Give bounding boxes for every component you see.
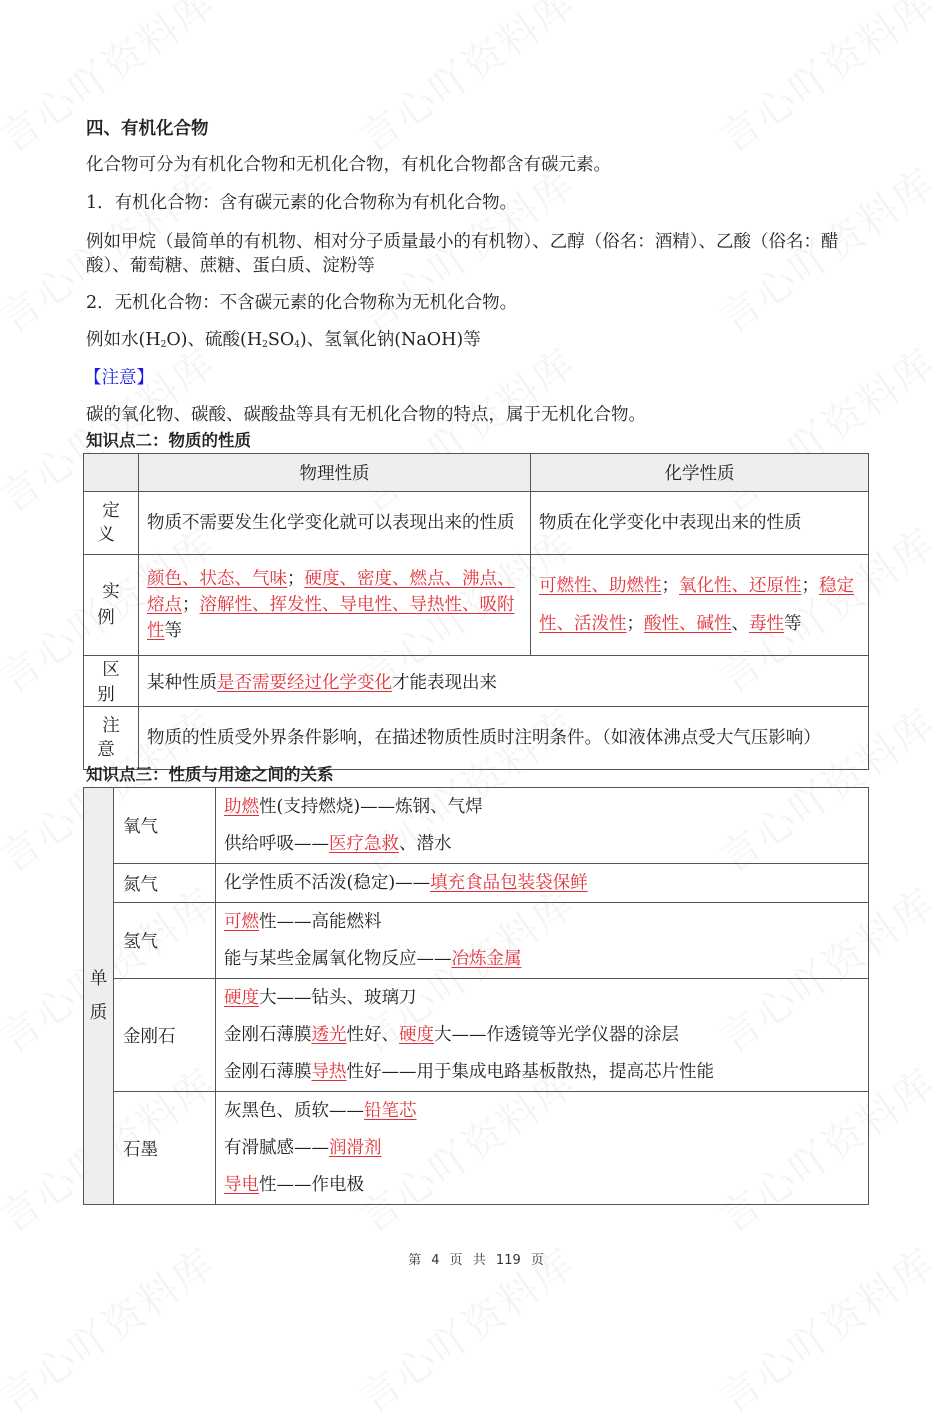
text-fragment: 才能表现出来 [392,672,497,693]
inorganic-examples [86,328,876,357]
highlight-text: 助燃 [224,796,259,817]
use-line [224,1167,860,1204]
text-fragment: 有滑腻感—— [224,1137,329,1158]
row-label-note: 注意 [84,707,139,770]
knowledge-point-3-title: 知识点三：性质与用途之间的关系 [86,765,334,784]
organic-examples: 例如甲烷（最简单的有机物、相对分子质量最小的有机物）、乙醇（俗名：酒精）、乙酸（俗名：醋酸）、葡萄糖、蔗糖、蛋白质、淀粉等 [86,232,839,276]
use-line [224,826,860,863]
highlight-text: 导电 [224,1174,259,1195]
table-row [84,903,869,979]
use-line [224,865,860,902]
header-blank [84,454,139,492]
text-fragment: ； [626,614,644,634]
highlight-text: 导热 [311,1061,347,1082]
highlight-text: 透光 [311,1024,347,1045]
highlight-text: 毒性 [749,614,784,634]
highlight-text: 填充食品包装袋保鲜 [430,872,588,893]
use-line [224,1017,860,1054]
text-fragment: O)、硫酸(H [166,330,263,350]
organic-definition: 1．有机化合物：含有碳元素的化合物称为有机化合物。 [86,193,518,213]
text-fragment: ； [801,576,819,596]
text-fragment: 性——作电极 [259,1174,364,1195]
note-cell: 物质的性质受外界条件影响，在描述物质性质时注明条件。（如液体沸点受大气压影响） [139,707,869,770]
table-row [84,979,869,1092]
text-fragment: ； [182,595,200,615]
highlight-text: 可燃性、助燃性 [539,576,662,596]
substance-uses [216,979,869,1092]
highlight-text: 可燃 [224,911,259,932]
examples-chemical [531,555,869,656]
subscript: 4 [294,340,300,350]
category-cell [84,788,114,1205]
use-line [224,1054,860,1091]
substance-name: 金刚石 [114,979,216,1092]
definition-physical: 物质不需要发生化学变化就可以表现出来的性质 [139,492,531,555]
subscript: 2 [160,340,167,350]
use-line [224,1093,860,1130]
use-line [224,941,860,978]
highlight-text: 铅笔芯 [364,1100,417,1121]
text-fragment: 性好——用于集成电路基板散热，提高芯片性能 [346,1061,714,1082]
header-physical: 物理性质 [139,454,531,492]
use-line [224,980,860,1017]
knowledge-point-2-title: 知识点二：物质的性质 [86,431,251,450]
text-fragment: 性好、 [346,1024,399,1045]
use-line [224,1130,860,1167]
highlight-text: 溶解性、挥发性、导电性、导热性、吸附性 [147,595,515,641]
row-label-definition: 定义 [84,492,139,555]
substance-name: 氧气 [114,788,216,864]
section-intro: 化合物可分为有机化合物和无机化合物，有机化合物都含有碳元素。 [86,155,611,175]
text-fragment: 供给呼吸—— [224,833,329,854]
text-fragment: 、 [731,614,749,634]
highlight-text: 冶炼金属 [451,948,522,969]
page-footer: 第 4 页 共 119 页 [408,1253,544,1268]
row-label-examples: 实例 [84,555,139,656]
text-fragment: 等 [784,614,802,634]
table-header-row [84,454,869,492]
highlight-text: 稳定性、活泼性 [539,576,854,634]
substance-uses [216,864,869,903]
highlight-text: 酸性、碱性 [644,614,732,634]
text-fragment: 灰黑色、质软—— [224,1100,364,1121]
text-fragment: 性(支持燃烧)——炼钢、气焊 [259,796,483,817]
text-fragment: SO [267,330,295,350]
row-label-difference: 区别 [84,656,139,707]
text-fragment: 性——高能燃料 [259,911,382,932]
section-title: 四、有机化合物 [86,119,209,139]
table-row [84,492,869,555]
table-row [84,707,869,770]
table-row [84,1092,869,1205]
text-fragment: 等 [164,621,182,641]
definition-chemical: 物质在化学变化中表现出来的性质 [531,492,869,555]
table-row [84,788,869,864]
category-char: 单 [89,969,108,989]
text-fragment: )、氢氧化钠(NaOH)等 [299,330,481,350]
highlight-text: 氧化性、还原性 [679,576,802,596]
highlight-text: 颜色、状态、气味 [147,569,287,589]
text-fragment: 大——钻头、玻璃刀 [259,987,417,1008]
text-fragment: 某种性质 [147,672,217,693]
table-row [84,864,869,903]
difference-text [139,656,869,707]
text-fragment: 例如水(H [86,330,161,350]
inorganic-definition: 2．无机化合物：不含碳元素的化合物称为无机化合物。 [86,293,518,313]
highlight-text: 硬度 [224,987,259,1008]
substance-uses [216,1092,869,1205]
substance-name: 氮气 [114,864,216,903]
table-row [84,656,869,707]
highlight-text: 硬度、密度、燃点、沸点、熔点 [147,569,515,615]
text-fragment: 金刚石薄膜 [224,1024,312,1045]
header-chemical: 化学性质 [531,454,869,492]
text-fragment: 、潜水 [399,833,452,854]
highlight-text: 硬度 [399,1024,434,1045]
text-fragment: ； [661,576,679,596]
category-char: 质 [89,1003,108,1023]
substance-name: 氢气 [114,903,216,979]
highlight-text: 医疗急救 [329,833,399,854]
examples-physical [139,555,531,656]
text-fragment: ； [287,569,305,589]
substance-uses [216,788,869,864]
subscript: 2 [262,340,268,350]
category-label [84,962,113,1030]
highlight-text: 是否需要经过化学变化 [217,672,392,693]
text-fragment: 大——作透镜等光学仪器的涂层 [434,1024,679,1045]
text-fragment: 金刚石薄膜 [224,1061,312,1082]
note-tag: 【注意】 [84,368,154,388]
use-line [224,904,860,941]
uses-table [83,787,869,1205]
use-line [224,789,860,826]
text-fragment: 化学性质不活泼(稳定)—— [224,872,431,893]
note-text: 碳的氧化物、碳酸、碳酸盐等具有无机化合物的特点，属于无机化合物。 [86,405,646,425]
substance-name: 石墨 [114,1092,216,1205]
properties-table [83,453,869,770]
substance-uses [216,903,869,979]
highlight-text: 润滑剂 [329,1137,382,1158]
text-fragment: 能与某些金属氧化物反应—— [224,948,452,969]
table-row [84,555,869,656]
